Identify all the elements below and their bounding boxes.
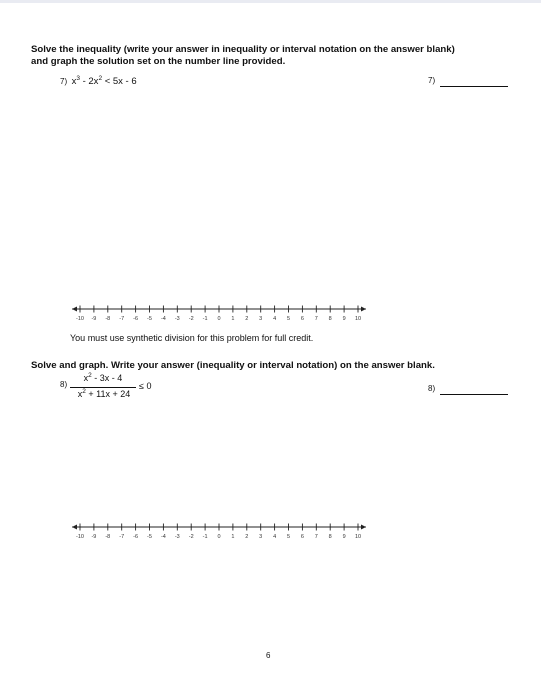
instruction-line-1: Solve the inequality (write your answer in inequality or interval notation on the answer blank) [31,44,455,55]
tick-label: -3 [174,316,180,322]
tick-label: -5 [147,534,152,540]
right-arrow-icon [361,525,366,530]
top-border [0,0,541,3]
tick-label: -9 [91,316,97,322]
number-line-1[interactable] [72,303,372,330]
problem-7 [60,71,137,89]
problem-8-relation: ≤ 0 [139,381,152,391]
tick-label: 10 [354,316,362,322]
tick-label: 3 [259,316,263,322]
tick-label: 0 [217,316,221,322]
problem-7-expression: $x^3 - 2x^2 < 5x - 6$ [71,75,137,87]
tick-label: 7 [314,316,318,322]
tick-label: 0 [217,534,221,540]
tick-label: -8 [105,316,111,322]
tick-label: 10 [354,534,362,540]
tick-label: -4 [160,534,166,540]
number-line-svg-2 [72,521,372,543]
instruction-line-2: and graph the solution set on the number line provided. [31,56,286,67]
tick-label: -6 [133,316,139,322]
tick-label: -5 [147,316,152,322]
tick-label: 4 [273,534,277,540]
number-line-2[interactable] [72,521,372,548]
tick-label: -8 [105,534,111,540]
fraction-bar [70,387,136,388]
answer-7-label: 7) [428,76,436,85]
left-arrow-icon [72,307,77,312]
tick-label: 1 [231,316,235,322]
tick-label: -1 [202,316,208,322]
tick-label: 4 [273,316,277,322]
tick-label: 6 [300,316,304,322]
tick-label: 3 [259,534,263,540]
tick-label: 9 [342,534,346,540]
tick-label: -3 [174,534,180,540]
tick-label: -9 [91,534,97,540]
tick-label: 7 [314,534,318,540]
tick-label: 2 [245,316,249,322]
tick-label: -2 [188,534,194,540]
problem-8-number: 8) [60,380,68,389]
tick-label: 5 [286,316,291,322]
problem-8-numerator: $x^2 - 3x - 4$ [83,372,123,383]
tick-label: 8 [328,534,332,540]
right-arrow-icon [361,307,366,312]
tick-label: -10 [76,534,84,540]
left-arrow-icon [72,525,77,530]
tick-label: -1 [202,534,208,540]
synthetic-division-note: You must use synthetic division for this problem for full credit. [70,333,314,343]
page-number: 6 [266,651,271,660]
answer-7-blank[interactable] [440,86,508,87]
answer-8-label: 8) [428,384,436,393]
tick-label: 2 [245,534,249,540]
answer-8-blank[interactable] [440,394,508,395]
instructions-2: Solve and graph. Write your answer (inequality or interval notation) on the answer blank. [31,360,435,371]
tick-label: -7 [119,534,125,540]
tick-label: -7 [119,316,125,322]
tick-label: 6 [300,534,304,540]
instructions-1 [31,44,531,68]
tick-label: 8 [328,316,332,322]
tick-label: -2 [188,316,194,322]
problem-7-number: 7) [60,77,68,86]
tick-label: -4 [160,316,166,322]
tick-label: 9 [342,316,346,322]
tick-label: 5 [286,534,291,540]
number-line-svg-1 [72,303,372,325]
tick-label: 1 [231,534,235,540]
problem-8-denominator: $x^2 + 11x + 24$ [77,388,131,399]
tick-label: -10 [76,316,84,322]
tick-label: -6 [133,534,139,540]
